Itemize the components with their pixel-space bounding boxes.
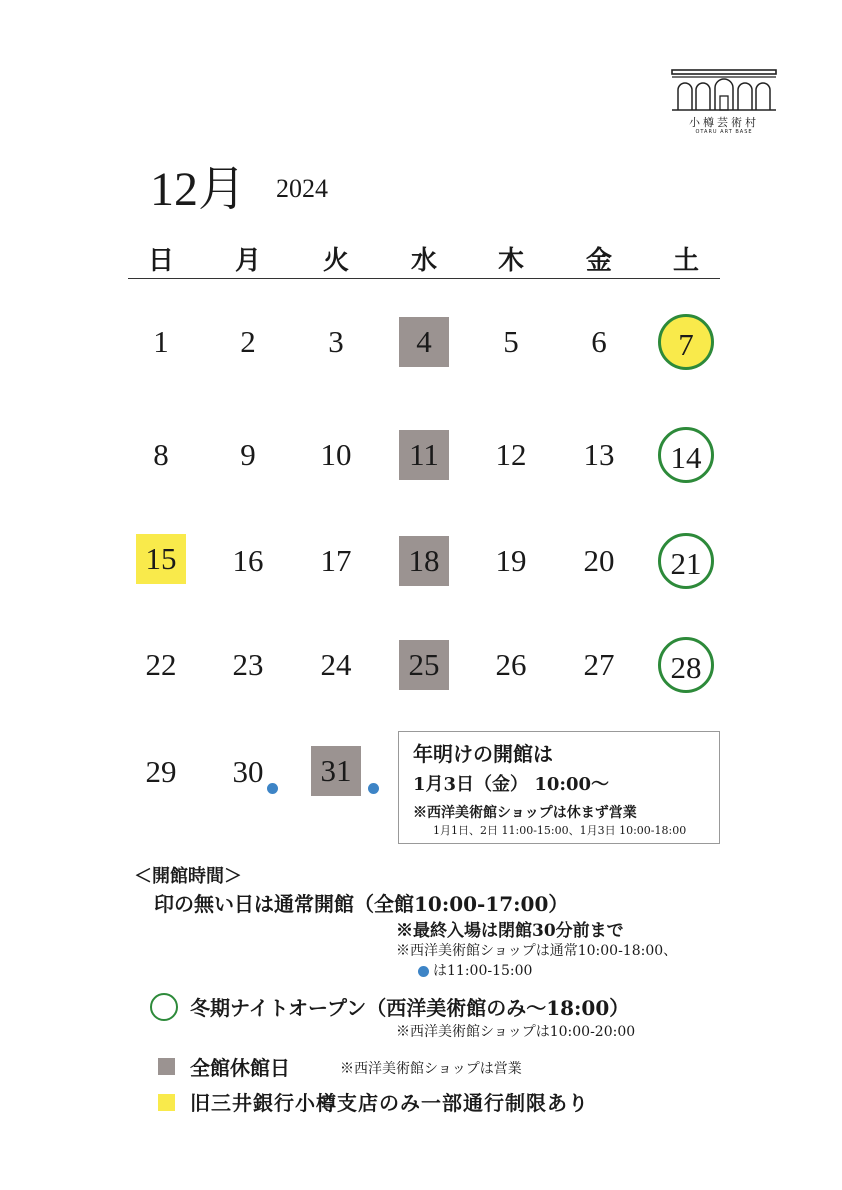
weekday-thu: 木 bbox=[497, 246, 524, 276]
day-6: 6 bbox=[591, 324, 607, 359]
day-3: 3 bbox=[328, 324, 344, 359]
last-entry-note: ※最終入場は閉館30分前まで bbox=[396, 921, 624, 941]
day-31-closed: 31 bbox=[311, 746, 361, 796]
new-year-notice bbox=[398, 731, 720, 844]
day-13: 13 bbox=[583, 437, 615, 472]
closed-label: 全館休館日 bbox=[190, 1056, 290, 1080]
weekday-wed: 水 bbox=[410, 246, 437, 276]
day-4-closed: 4 bbox=[399, 317, 449, 367]
day-17: 17 bbox=[320, 543, 352, 578]
weekday-sat: 土 bbox=[672, 246, 699, 276]
day-25-closed: 25 bbox=[399, 640, 449, 690]
partial-legend-icon bbox=[158, 1094, 175, 1111]
header-divider bbox=[128, 278, 720, 279]
logo bbox=[668, 68, 780, 140]
short-hours-dot-icon bbox=[267, 783, 278, 794]
normal-hours: 印の無い日は通常開館（全館10:00-17:00） bbox=[154, 892, 569, 916]
weekday-fri: 金 bbox=[585, 246, 612, 276]
night-shop-hours: ※西洋美術館ショップは10:00-20:00 bbox=[396, 1024, 636, 1040]
day-30: 30 bbox=[232, 754, 264, 789]
notice-shop-hours: 1月1日、2日 11:00-15:00、1月3日 10:00-18:00 bbox=[433, 824, 687, 837]
notice-shop: ※西洋美術館ショップは休まず営業 bbox=[413, 805, 637, 821]
weekday-sun: 日 bbox=[147, 246, 174, 276]
short-hours-dot-icon bbox=[368, 783, 379, 794]
day-10: 10 bbox=[320, 437, 352, 472]
dot-legend-icon bbox=[418, 966, 429, 977]
closed-legend-icon bbox=[158, 1058, 175, 1075]
shop-dot-hours bbox=[418, 960, 532, 980]
day-14-night: 14 bbox=[658, 427, 714, 483]
day-18-closed: 18 bbox=[399, 536, 449, 586]
month-title: 12月 bbox=[150, 163, 247, 216]
night-open-label: 冬期ナイトオープン（西洋美術館のみ～18:00） bbox=[190, 996, 630, 1020]
day-11-closed: 11 bbox=[399, 430, 449, 480]
day-9: 9 bbox=[240, 437, 256, 472]
day-5: 5 bbox=[503, 324, 519, 359]
day-27: 27 bbox=[583, 647, 615, 682]
day-24: 24 bbox=[320, 647, 352, 682]
day-16: 16 bbox=[232, 543, 264, 578]
day-29: 29 bbox=[145, 754, 177, 789]
hours-header: ＜開館時間＞ bbox=[134, 866, 242, 887]
day-15-partial: 15 bbox=[136, 534, 186, 584]
day-20: 20 bbox=[583, 543, 615, 578]
weekday-tue: 火 bbox=[322, 246, 349, 276]
closed-note: ※西洋美術館ショップは営業 bbox=[340, 1061, 522, 1077]
day-1: 1 bbox=[153, 324, 169, 359]
day-19: 19 bbox=[495, 543, 527, 578]
year-label: 2024 bbox=[276, 174, 328, 203]
day-12: 12 bbox=[495, 437, 527, 472]
day-26: 26 bbox=[495, 647, 527, 682]
weekday-mon: 月 bbox=[234, 246, 261, 276]
logo-name: 小樽芸術村 bbox=[689, 116, 759, 129]
day-23: 23 bbox=[232, 647, 264, 682]
day-7-night-partial: 7 bbox=[658, 314, 714, 370]
day-8: 8 bbox=[153, 437, 169, 472]
day-21-night: 21 bbox=[658, 533, 714, 589]
partial-restriction-label: 旧三井銀行小樽支店のみ一部通行制限あり bbox=[190, 1091, 589, 1115]
day-28-night: 28 bbox=[658, 637, 714, 693]
day-2: 2 bbox=[240, 324, 256, 359]
notice-date: 1月3日（金） 10:00～ bbox=[413, 774, 610, 795]
shop-normal-hours: ※西洋美術館ショップは通常10:00-18:00、 bbox=[396, 943, 678, 959]
night-open-legend-icon bbox=[150, 993, 178, 1021]
shop-dot-text: は11:00-15:00 bbox=[433, 963, 533, 979]
day-22: 22 bbox=[145, 647, 177, 682]
building-icon bbox=[668, 68, 780, 114]
notice-title: 年明けの開館は bbox=[413, 742, 553, 766]
logo-subtitle: OTARU ART BASE bbox=[695, 129, 753, 135]
